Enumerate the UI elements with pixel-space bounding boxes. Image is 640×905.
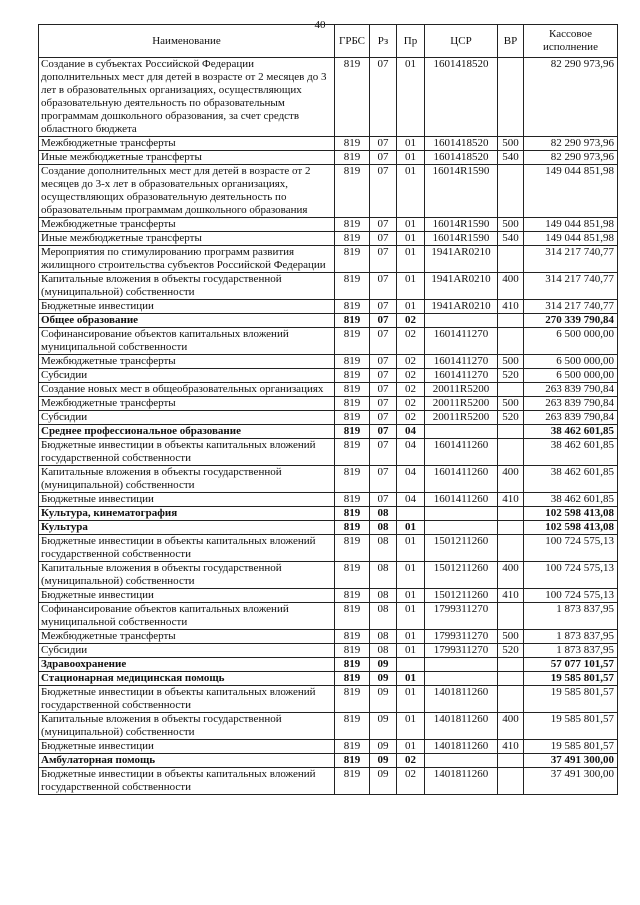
cell-rz: 07 <box>370 411 397 425</box>
cell-amount: 263 839 790,84 <box>524 383 618 397</box>
table-row <box>39 425 618 439</box>
cell-rz: 08 <box>370 562 397 589</box>
cell-csr <box>425 425 498 439</box>
cell-grbs: 819 <box>335 425 370 439</box>
cell-csr: 1401811260 <box>425 740 498 754</box>
cell-amount: 149 044 851,98 <box>524 165 618 218</box>
cell-pr: 01 <box>397 740 425 754</box>
cell-name: Стационарная медицинская помощь <box>39 672 335 686</box>
cell-csr <box>425 658 498 672</box>
cell-pr: 01 <box>397 218 425 232</box>
header-vr: ВР <box>498 25 524 58</box>
cell-vr: 540 <box>498 232 524 246</box>
cell-csr: 1401811260 <box>425 713 498 740</box>
cell-grbs: 819 <box>335 151 370 165</box>
cell-grbs: 819 <box>335 355 370 369</box>
cell-csr: 1601411270 <box>425 355 498 369</box>
cell-grbs: 819 <box>335 439 370 466</box>
cell-csr: 1941AR0210 <box>425 300 498 314</box>
table-row <box>39 644 618 658</box>
cell-grbs: 819 <box>335 686 370 713</box>
cell-name: Бюджетные инвестиции <box>39 740 335 754</box>
cell-csr: 1601418520 <box>425 151 498 165</box>
cell-grbs: 819 <box>335 328 370 355</box>
cell-amount: 1 873 837,95 <box>524 603 618 630</box>
cell-name: Межбюджетные трансферты <box>39 218 335 232</box>
cell-vr <box>498 672 524 686</box>
cell-vr: 520 <box>498 411 524 425</box>
cell-name: Капитальные вложения в объекты государственной (муниципальной) собственности <box>39 562 335 589</box>
cell-rz: 07 <box>370 383 397 397</box>
cell-rz: 08 <box>370 644 397 658</box>
cell-vr: 400 <box>498 562 524 589</box>
cell-vr: 540 <box>498 151 524 165</box>
cell-pr: 01 <box>397 165 425 218</box>
cell-grbs: 819 <box>335 768 370 795</box>
cell-pr: 01 <box>397 630 425 644</box>
cell-csr: 1799311270 <box>425 603 498 630</box>
cell-name: Бюджетные инвестиции <box>39 493 335 507</box>
cell-rz: 09 <box>370 768 397 795</box>
cell-grbs: 819 <box>335 535 370 562</box>
cell-rz: 07 <box>370 246 397 273</box>
cell-vr <box>498 58 524 137</box>
cell-pr: 01 <box>397 521 425 535</box>
cell-rz: 08 <box>370 535 397 562</box>
cell-amount: 82 290 973,96 <box>524 58 618 137</box>
cell-amount: 100 724 575,13 <box>524 589 618 603</box>
cell-vr: 520 <box>498 369 524 383</box>
table-row <box>39 355 618 369</box>
cell-pr: 02 <box>397 369 425 383</box>
cell-name: Софинансирование объектов капитальных вложений муниципальной собственности <box>39 328 335 355</box>
cell-grbs: 819 <box>335 672 370 686</box>
cell-pr: 01 <box>397 137 425 151</box>
cell-vr <box>498 507 524 521</box>
cell-amount: 19 585 801,57 <box>524 713 618 740</box>
table-row <box>39 397 618 411</box>
cell-grbs: 819 <box>335 369 370 383</box>
cell-amount: 149 044 851,98 <box>524 232 618 246</box>
cell-vr <box>498 754 524 768</box>
table-row <box>39 273 618 300</box>
cell-pr: 01 <box>397 603 425 630</box>
cell-name: Бюджетные инвестиции <box>39 300 335 314</box>
cell-rz: 07 <box>370 232 397 246</box>
cell-amount: 1 873 837,95 <box>524 644 618 658</box>
cell-rz: 09 <box>370 686 397 713</box>
cell-pr: 01 <box>397 562 425 589</box>
cell-name: Бюджетные инвестиции в объекты капитальных вложений государственной собственности <box>39 686 335 713</box>
table-row <box>39 411 618 425</box>
cell-amount: 38 462 601,85 <box>524 439 618 466</box>
cell-csr: 1601411270 <box>425 328 498 355</box>
cell-csr <box>425 507 498 521</box>
cell-name: Межбюджетные трансферты <box>39 137 335 151</box>
cell-pr: 04 <box>397 466 425 493</box>
table-row <box>39 535 618 562</box>
cell-name: Бюджетные инвестиции в объекты капитальных вложений государственной собственности <box>39 439 335 466</box>
cell-name: Межбюджетные трансферты <box>39 355 335 369</box>
cell-grbs: 819 <box>335 521 370 535</box>
cell-rz: 08 <box>370 630 397 644</box>
budget-table <box>38 24 618 795</box>
cell-pr: 01 <box>397 232 425 246</box>
cell-pr: 04 <box>397 439 425 466</box>
cell-grbs: 819 <box>335 466 370 493</box>
cell-csr: 1601411260 <box>425 466 498 493</box>
cell-name: Межбюджетные трансферты <box>39 630 335 644</box>
cell-rz: 07 <box>370 493 397 507</box>
cell-csr: 1941AR0210 <box>425 273 498 300</box>
cell-name: Субсидии <box>39 411 335 425</box>
cell-rz: 07 <box>370 273 397 300</box>
cell-grbs: 819 <box>335 58 370 137</box>
cell-rz: 08 <box>370 521 397 535</box>
table-row <box>39 589 618 603</box>
table-row <box>39 493 618 507</box>
cell-rz: 09 <box>370 740 397 754</box>
cell-pr: 02 <box>397 768 425 795</box>
cell-name: Культура, кинематография <box>39 507 335 521</box>
cell-csr: 16014R1590 <box>425 165 498 218</box>
cell-rz: 07 <box>370 439 397 466</box>
cell-rz: 07 <box>370 165 397 218</box>
cell-rz: 07 <box>370 137 397 151</box>
table-row <box>39 137 618 151</box>
cell-name: Создание новых мест в общеобразовательных организациях <box>39 383 335 397</box>
cell-name: Бюджетные инвестиции в объекты капитальных вложений государственной собственности <box>39 768 335 795</box>
table-row <box>39 562 618 589</box>
header-grbs: ГРБС <box>335 25 370 58</box>
cell-vr: 410 <box>498 300 524 314</box>
table-row <box>39 246 618 273</box>
cell-name: Культура <box>39 521 335 535</box>
cell-grbs: 819 <box>335 314 370 328</box>
cell-pr: 02 <box>397 355 425 369</box>
table-row <box>39 686 618 713</box>
cell-pr: 02 <box>397 328 425 355</box>
header-name: Наименование <box>39 25 335 58</box>
cell-pr: 01 <box>397 644 425 658</box>
cell-amount: 57 077 101,57 <box>524 658 618 672</box>
cell-rz: 07 <box>370 151 397 165</box>
cell-pr: 01 <box>397 713 425 740</box>
cell-grbs: 819 <box>335 562 370 589</box>
cell-pr: 01 <box>397 686 425 713</box>
cell-name: Бюджетные инвестиции в объекты капитальных вложений государственной собственности <box>39 535 335 562</box>
header-pr: Пр <box>397 25 425 58</box>
cell-rz: 07 <box>370 355 397 369</box>
cell-name: Субсидии <box>39 369 335 383</box>
table-row <box>39 232 618 246</box>
cell-vr: 410 <box>498 589 524 603</box>
table-row <box>39 300 618 314</box>
cell-rz: 07 <box>370 369 397 383</box>
cell-rz: 07 <box>370 314 397 328</box>
cell-csr: 16014R1590 <box>425 218 498 232</box>
cell-name: Софинансирование объектов капитальных вложений муниципальной собственности <box>39 603 335 630</box>
cell-pr <box>397 658 425 672</box>
cell-name: Создание в субъектах Российской Федерации дополнительных мест для детей в возрасте от 2 месяцев до 3 лет в образовательных организациях, осуществляющих образовательную деятельность по образовательным программам дошкольного образования, за счет средств областного бюджета <box>39 58 335 137</box>
cell-vr <box>498 425 524 439</box>
header-csr: ЦСР <box>425 25 498 58</box>
cell-amount: 38 462 601,85 <box>524 466 618 493</box>
table-row <box>39 740 618 754</box>
table-row <box>39 328 618 355</box>
table-row <box>39 58 618 137</box>
cell-amount: 149 044 851,98 <box>524 218 618 232</box>
cell-amount: 19 585 801,57 <box>524 740 618 754</box>
cell-vr: 500 <box>498 355 524 369</box>
cell-amount: 38 462 601,85 <box>524 425 618 439</box>
cell-amount: 102 598 413,08 <box>524 507 618 521</box>
table-row <box>39 672 618 686</box>
cell-amount: 314 217 740,77 <box>524 246 618 273</box>
table-row <box>39 151 618 165</box>
cell-rz: 07 <box>370 300 397 314</box>
cell-amount: 263 839 790,84 <box>524 411 618 425</box>
cell-vr: 500 <box>498 397 524 411</box>
cell-vr: 400 <box>498 713 524 740</box>
table-row <box>39 630 618 644</box>
cell-csr: 1601411260 <box>425 493 498 507</box>
cell-amount: 37 491 300,00 <box>524 754 618 768</box>
cell-csr: 20011R5200 <box>425 397 498 411</box>
cell-rz: 09 <box>370 672 397 686</box>
cell-pr: 01 <box>397 300 425 314</box>
cell-grbs: 819 <box>335 507 370 521</box>
cell-rz: 07 <box>370 58 397 137</box>
cell-rz: 07 <box>370 397 397 411</box>
table-row <box>39 603 618 630</box>
cell-csr: 1941AR0210 <box>425 246 498 273</box>
cell-grbs: 819 <box>335 218 370 232</box>
cell-csr: 1401811260 <box>425 768 498 795</box>
cell-vr <box>498 165 524 218</box>
table-row <box>39 507 618 521</box>
cell-vr <box>498 521 524 535</box>
cell-vr: 400 <box>498 273 524 300</box>
cell-grbs: 819 <box>335 589 370 603</box>
cell-vr <box>498 603 524 630</box>
cell-vr <box>498 314 524 328</box>
cell-amount: 82 290 973,96 <box>524 137 618 151</box>
cell-grbs: 819 <box>335 383 370 397</box>
table-row <box>39 383 618 397</box>
cell-rz: 07 <box>370 425 397 439</box>
cell-grbs: 819 <box>335 493 370 507</box>
cell-rz: 09 <box>370 713 397 740</box>
header-amount: Кассовое исполнение <box>524 25 618 58</box>
header-rz: Рз <box>370 25 397 58</box>
cell-csr: 1501211260 <box>425 535 498 562</box>
cell-pr <box>397 507 425 521</box>
cell-name: Бюджетные инвестиции <box>39 589 335 603</box>
cell-csr: 1799311270 <box>425 644 498 658</box>
cell-rz: 09 <box>370 658 397 672</box>
cell-vr: 400 <box>498 466 524 493</box>
cell-csr <box>425 314 498 328</box>
table-row <box>39 713 618 740</box>
cell-amount: 314 217 740,77 <box>524 273 618 300</box>
cell-csr: 1501211260 <box>425 589 498 603</box>
table-row <box>39 466 618 493</box>
cell-grbs: 819 <box>335 165 370 218</box>
page-number: 40 <box>314 19 326 31</box>
table-body <box>39 58 618 795</box>
cell-rz: 07 <box>370 218 397 232</box>
table-row <box>39 218 618 232</box>
cell-vr: 500 <box>498 218 524 232</box>
cell-grbs: 819 <box>335 411 370 425</box>
cell-grbs: 819 <box>335 658 370 672</box>
cell-csr: 1401811260 <box>425 686 498 713</box>
cell-amount: 270 339 790,84 <box>524 314 618 328</box>
cell-name: Капитальные вложения в объекты государственной (муниципальной) собственности <box>39 273 335 300</box>
cell-csr: 20011R5200 <box>425 411 498 425</box>
cell-csr <box>425 521 498 535</box>
cell-pr: 01 <box>397 151 425 165</box>
cell-name: Межбюджетные трансферты <box>39 397 335 411</box>
table-row <box>39 314 618 328</box>
cell-name: Среднее профессиональное образование <box>39 425 335 439</box>
cell-vr: 500 <box>498 630 524 644</box>
cell-rz: 09 <box>370 754 397 768</box>
cell-csr <box>425 754 498 768</box>
cell-amount: 314 217 740,77 <box>524 300 618 314</box>
cell-csr: 1601418520 <box>425 137 498 151</box>
cell-pr: 02 <box>397 397 425 411</box>
table-row <box>39 439 618 466</box>
cell-grbs: 819 <box>335 246 370 273</box>
cell-grbs: 819 <box>335 740 370 754</box>
cell-amount: 82 290 973,96 <box>524 151 618 165</box>
cell-vr: 410 <box>498 740 524 754</box>
cell-vr <box>498 768 524 795</box>
cell-grbs: 819 <box>335 630 370 644</box>
cell-pr: 01 <box>397 246 425 273</box>
cell-name: Амбулаторная помощь <box>39 754 335 768</box>
table-row <box>39 165 618 218</box>
table-row <box>39 768 618 795</box>
cell-vr <box>498 383 524 397</box>
cell-pr: 04 <box>397 493 425 507</box>
cell-amount: 38 462 601,85 <box>524 493 618 507</box>
cell-vr: 520 <box>498 644 524 658</box>
cell-grbs: 819 <box>335 273 370 300</box>
cell-rz: 07 <box>370 328 397 355</box>
cell-pr: 02 <box>397 754 425 768</box>
cell-rz: 08 <box>370 603 397 630</box>
cell-amount: 100 724 575,13 <box>524 562 618 589</box>
cell-rz: 08 <box>370 589 397 603</box>
cell-name: Иные межбюджетные трансферты <box>39 232 335 246</box>
cell-pr: 01 <box>397 589 425 603</box>
cell-name: Создание дополнительных мест для детей в возрасте от 2 месяцев до 3-х лет в образовательных организациях, осуществляющих образовательную деятельность по образовательным программам дошкольного образования <box>39 165 335 218</box>
cell-csr: 20011R5200 <box>425 383 498 397</box>
cell-name: Мероприятия по стимулированию программ развития жилищного строительства субъектов Российской Федерации <box>39 246 335 273</box>
cell-amount: 37 491 300,00 <box>524 768 618 795</box>
cell-grbs: 819 <box>335 397 370 411</box>
cell-amount: 1 873 837,95 <box>524 630 618 644</box>
cell-amount: 100 724 575,13 <box>524 535 618 562</box>
cell-grbs: 819 <box>335 713 370 740</box>
table-row <box>39 658 618 672</box>
cell-name: Субсидии <box>39 644 335 658</box>
cell-grbs: 819 <box>335 300 370 314</box>
cell-amount: 19 585 801,57 <box>524 672 618 686</box>
table-row <box>39 369 618 383</box>
cell-rz: 08 <box>370 507 397 521</box>
cell-vr <box>498 328 524 355</box>
cell-vr: 410 <box>498 493 524 507</box>
cell-vr <box>498 686 524 713</box>
cell-grbs: 819 <box>335 232 370 246</box>
cell-vr <box>498 535 524 562</box>
cell-pr: 02 <box>397 383 425 397</box>
cell-pr: 01 <box>397 58 425 137</box>
cell-amount: 19 585 801,57 <box>524 686 618 713</box>
cell-pr: 02 <box>397 411 425 425</box>
cell-name: Капитальные вложения в объекты государственной (муниципальной) собственности <box>39 466 335 493</box>
cell-csr: 1601411260 <box>425 439 498 466</box>
cell-amount: 102 598 413,08 <box>524 521 618 535</box>
cell-pr: 01 <box>397 273 425 300</box>
cell-rz: 07 <box>370 466 397 493</box>
cell-amount: 6 500 000,00 <box>524 355 618 369</box>
cell-vr <box>498 439 524 466</box>
cell-pr: 04 <box>397 425 425 439</box>
cell-vr: 500 <box>498 137 524 151</box>
cell-csr: 1601418520 <box>425 58 498 137</box>
cell-amount: 263 839 790,84 <box>524 397 618 411</box>
cell-csr: 1601411270 <box>425 369 498 383</box>
cell-csr <box>425 672 498 686</box>
cell-grbs: 819 <box>335 603 370 630</box>
cell-name: Общее образование <box>39 314 335 328</box>
cell-amount: 6 500 000,00 <box>524 369 618 383</box>
cell-grbs: 819 <box>335 754 370 768</box>
cell-amount: 6 500 000,00 <box>524 328 618 355</box>
table-header-row <box>39 25 618 58</box>
cell-pr: 01 <box>397 535 425 562</box>
cell-name: Здравоохранение <box>39 658 335 672</box>
cell-pr: 01 <box>397 672 425 686</box>
cell-pr: 02 <box>397 314 425 328</box>
cell-grbs: 819 <box>335 137 370 151</box>
cell-vr <box>498 658 524 672</box>
cell-csr: 16014R1590 <box>425 232 498 246</box>
cell-name: Иные межбюджетные трансферты <box>39 151 335 165</box>
table-row <box>39 754 618 768</box>
cell-csr: 1799311270 <box>425 630 498 644</box>
cell-name: Капитальные вложения в объекты государственной (муниципальной) собственности <box>39 713 335 740</box>
cell-csr: 1501211260 <box>425 562 498 589</box>
cell-vr <box>498 246 524 273</box>
cell-grbs: 819 <box>335 644 370 658</box>
table-row <box>39 521 618 535</box>
